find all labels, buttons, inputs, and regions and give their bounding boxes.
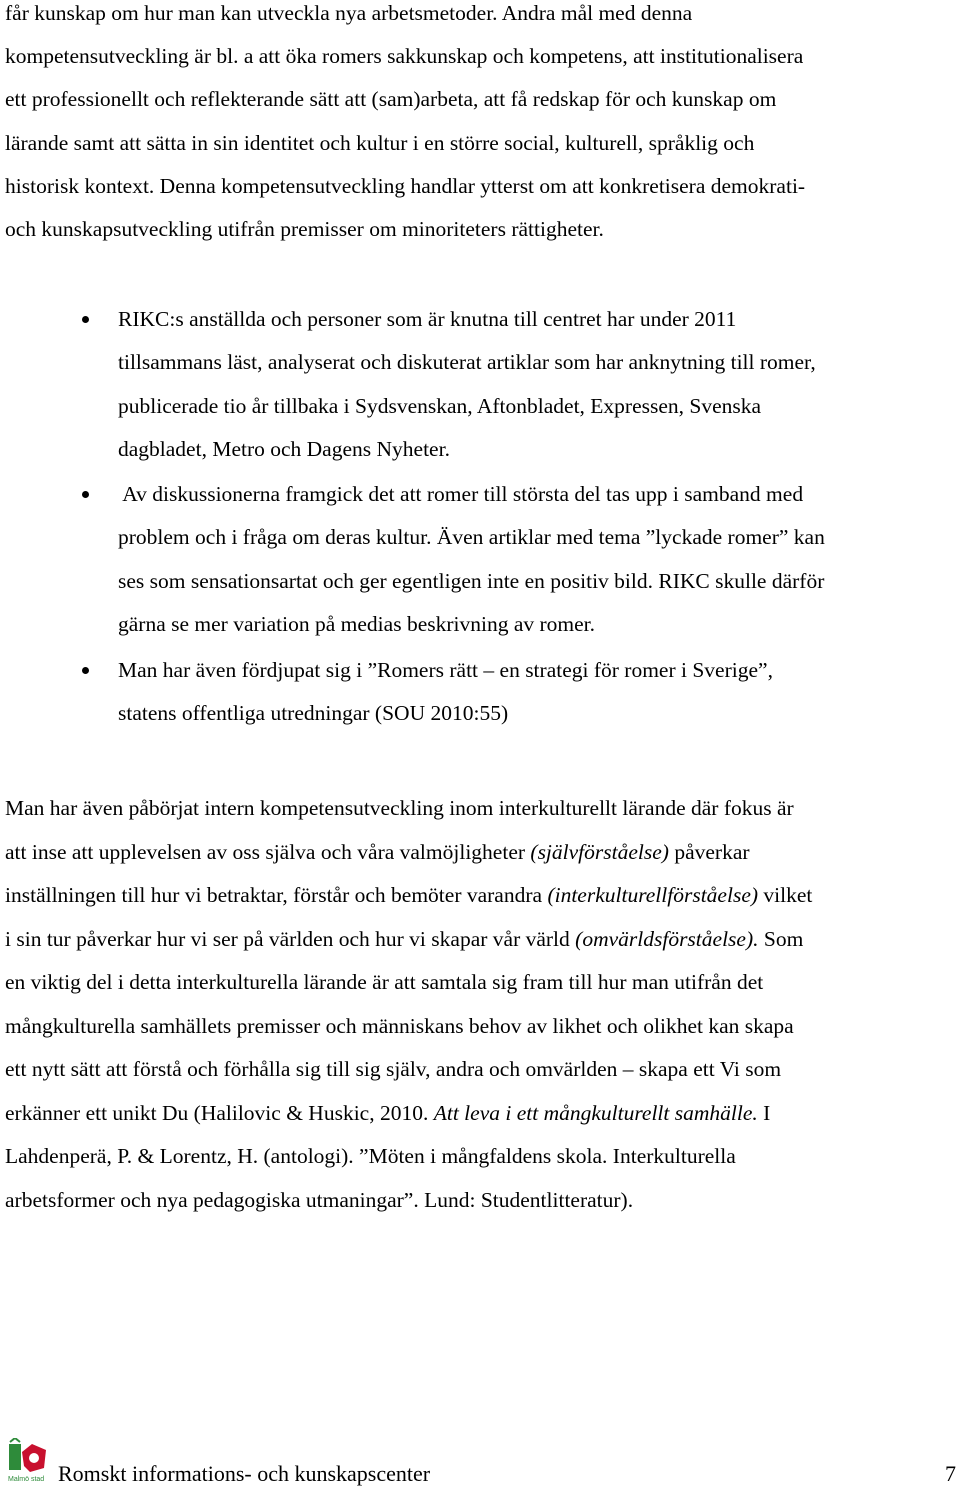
intro-line-4: lärande samt att sätta in sin identitet och kultur i en större social, kulturell, språklig och xyxy=(5,131,755,155)
bullet-dot xyxy=(82,316,89,323)
closing-line-5: en viktig del i detta interkulturella lärande är att samtala sig fram till hur man utifrån det xyxy=(5,970,764,994)
italic-term: (självförståelse) xyxy=(530,840,669,864)
text-run: I xyxy=(757,1101,771,1125)
bullet-line: Av diskussionerna framgick det att romer till största del tas upp i samband med xyxy=(118,482,804,506)
intro-line-2: kompetensutveckling är bl. a att öka romers sakkunskap och kompetens, att institutionalisera xyxy=(5,44,804,68)
closing-line-8 xyxy=(5,1103,770,1125)
bullet-line: statens offentliga utredningar (SOU 2010:55) xyxy=(118,701,509,725)
bullet-line: RIKC:s anställda och personer som är knutna till centret har under 2011 xyxy=(118,307,737,331)
bullet-line: problem och i fråga om deras kultur. Även artiklar med tema ”lyckade romer” kan xyxy=(118,525,825,549)
closing-line-4 xyxy=(5,929,803,951)
bullet-line: Man har även fördjupat sig i ”Romers rätt – en strategi för romer i Sverige”, xyxy=(118,658,773,682)
bullet-line: ses som sensationsartat och ger egentligen inte en positiv bild. RIKC skulle därför xyxy=(118,569,825,593)
closing-line-2 xyxy=(5,842,750,864)
text-run: vilket xyxy=(758,883,813,907)
italic-term: (interkulturellförståelse) xyxy=(547,883,759,907)
intro-line-6: och kunskapsutveckling utifrån premisser om minoriteters rättigheter. xyxy=(5,217,604,241)
text-run: att inse att upplevelsen av oss själva och våra valmöjligheter xyxy=(5,840,531,864)
closing-line-7: ett nytt sätt att förstå och förhålla sig till sig själv, andra och omvärlden – skapa ett Vi som xyxy=(5,1057,782,1081)
malmo-stad-logo xyxy=(6,1438,50,1484)
intro-line-3: ett professionellt och reflekterande sätt att (sam)arbeta, att få redskap för och kunskap om xyxy=(5,87,777,111)
closing-line-1: Man har även påbörjat intern kompetensutveckling inom interkulturellt lärande där fokus är xyxy=(5,796,794,820)
closing-line-10: arbetsformer och nya pedagogiska utmaningar”. Lund: Studentlitteratur). xyxy=(5,1188,634,1212)
closing-line-6: mångkulturella samhällets premisser och människans behov av likhet och olikhet kan skapa xyxy=(5,1014,794,1038)
closing-line-3 xyxy=(5,885,812,907)
bullet-line: publicerade tio år tillbaka i Sydsvenskan, Aftonbladet, Expressen, Svenska xyxy=(118,394,762,418)
text-run: inställningen till hur vi betraktar, förstår och bemöter varandra xyxy=(5,883,548,907)
bullet-line: dagbladet, Metro och Dagens Nyheter. xyxy=(118,437,450,461)
bullet-dot xyxy=(82,491,89,498)
intro-line-5: historisk kontext. Denna kompetensutveckling handlar ytterst om att konkretisera demokrati- xyxy=(5,174,806,198)
text-run: erkänner ett unikt Du (Halilovic & Huskic, 2010. xyxy=(5,1101,434,1125)
bullet-line: tillsammans läst, analyserat och diskuterat artiklar som har anknytning till romer, xyxy=(118,350,816,374)
page-number: 7 xyxy=(945,1461,956,1486)
italic-term: (omvärldsförståelse). xyxy=(575,927,759,951)
bullet-line: gärna se mer variation på medias beskrivning av romer. xyxy=(118,612,596,636)
intro-line-1: får kunskap om hur man kan utveckla nya arbetsmetoder. Andra mål med denna xyxy=(5,1,693,25)
italic-book-title: Att leva i ett mångkulturellt samhälle. xyxy=(433,1101,758,1125)
closing-line-9: Lahdenperä, P. & Lorentz, H. (antologi). ”Möten i mångfaldens skola. Interkulturella xyxy=(5,1144,736,1168)
bullet-dot xyxy=(82,667,89,674)
text-run: påverkar xyxy=(668,840,750,864)
footer-org-name: Romskt informations- och kunskapscenter xyxy=(58,1461,431,1486)
text-run: i sin tur påverkar hur vi ser på världen och hur vi skapar vår värld xyxy=(5,927,576,951)
logo-wordmark: Malmö stad xyxy=(8,1476,45,1483)
text-run: Som xyxy=(758,927,804,951)
